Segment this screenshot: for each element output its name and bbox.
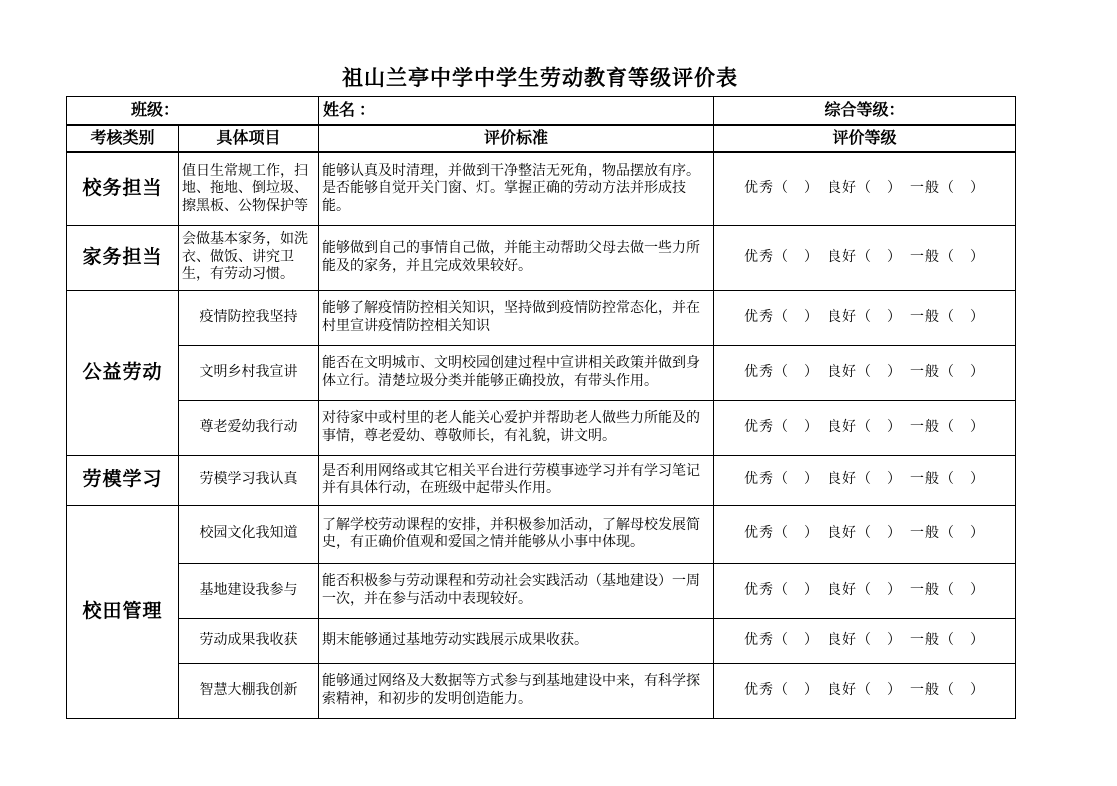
grade-options-cell[interactable]: 优秀（ ） 良好（ ） 一般（ ） — [714, 225, 1016, 290]
item-cell: 会做基本家务，如洗衣、做饭、讲究卫生，有劳动习惯。 — [179, 225, 319, 290]
document-title: 祖山兰亭中学中学生劳动教育等级评价表 — [342, 66, 738, 90]
info-row — [67, 97, 1016, 126]
table-row — [67, 455, 1016, 505]
column-header-row — [67, 125, 1016, 152]
grade-options-cell[interactable]: 优秀（ ） 良好（ ） 一般（ ） — [714, 345, 1016, 400]
criteria-cell: 能够做到自己的事情自己做，并能主动帮助父母去做一些力所能及的家务，并且完成效果较好。 — [319, 225, 714, 290]
table-row — [67, 618, 1016, 663]
criteria-cell: 对待家中或村里的老人能关心爱护并帮助老人做些力所能及的事情，尊老爱幼、尊敬师长，有礼貌，讲文明。 — [319, 400, 714, 455]
col-header-criteria: 评价标准 — [319, 125, 714, 152]
criteria-cell: 能够了解疫情防控相关知识，坚持做到疫情防控常态化，并在村里宣讲疫情防控相关知识 — [319, 290, 714, 345]
item-cell: 劳模学习我认真 — [179, 455, 319, 505]
criteria-cell: 能够通过网络及大数据等方式参与到基地建设中来，有科学探索精神，和初步的发明创造能力。 — [319, 663, 714, 718]
overall-grade-field[interactable]: 综合等级： — [714, 97, 1016, 126]
table-row — [67, 290, 1016, 345]
table-row — [67, 400, 1016, 455]
grade-options-cell[interactable]: 优秀（ ） 良好（ ） 一般（ ） — [714, 663, 1016, 718]
grade-options-cell[interactable]: 优秀（ ） 良好（ ） 一般（ ） — [714, 290, 1016, 345]
item-cell: 基地建设我参与 — [179, 563, 319, 618]
grade-options-cell[interactable]: 优秀（ ） 良好（ ） 一般（ ） — [714, 152, 1016, 225]
item-cell: 劳动成果我收获 — [179, 618, 319, 663]
item-cell: 校园文化我知道 — [179, 505, 319, 563]
evaluation-table — [66, 96, 1016, 719]
table-row — [67, 663, 1016, 718]
grade-options-cell[interactable]: 优秀（ ） 良好（ ） 一般（ ） — [714, 618, 1016, 663]
criteria-cell: 能够认真及时清理，并做到干净整洁无死角，物品摆放有序。是否能够自觉开关门窗、灯。掌握正确的劳动方法并形成技能。 — [319, 152, 714, 225]
item-cell: 疫情防控我坚持 — [179, 290, 319, 345]
grade-options-cell[interactable]: 优秀（ ） 良好（ ） 一般（ ） — [714, 563, 1016, 618]
table-row — [67, 225, 1016, 290]
col-header-item: 具体项目 — [179, 125, 319, 152]
item-cell: 尊老爱幼我行动 — [179, 400, 319, 455]
category-cell: 家务担当 — [67, 225, 179, 290]
item-cell: 值日生常规工作，扫地、拖地、倒垃圾、擦黑板、公物保护等 — [179, 152, 319, 225]
criteria-cell: 了解学校劳动课程的安排，并积极参加活动，了解母校发展简史，有正确价值观和爱国之情并能够从小事中体现。 — [319, 505, 714, 563]
grade-options-cell[interactable]: 优秀（ ） 良好（ ） 一般（ ） — [714, 505, 1016, 563]
col-header-grade: 评价等级 — [714, 125, 1016, 152]
name-field[interactable]: 姓名 ： — [319, 97, 714, 126]
item-cell: 文明乡村我宣讲 — [179, 345, 319, 400]
criteria-cell: 能否在文明城市、文明校园创建过程中宣讲相关政策并做到身体立行。清楚垃圾分类并能够正确投放，有带头作用。 — [319, 345, 714, 400]
grade-options-cell[interactable]: 优秀（ ） 良好（ ） 一般（ ） — [714, 400, 1016, 455]
category-cell: 校田管理 — [67, 505, 179, 718]
category-cell: 校务担当 — [67, 152, 179, 225]
table-row — [67, 152, 1016, 225]
criteria-cell: 能否积极参与劳动课程和劳动社会实践活动（基地建设）一周一次，并在参与活动中表现较好。 — [319, 563, 714, 618]
grade-options-cell[interactable]: 优秀（ ） 良好（ ） 一般（ ） — [714, 455, 1016, 505]
col-header-category: 考核类别 — [67, 125, 179, 152]
criteria-cell: 期末能够通过基地劳动实践展示成果收获。 — [319, 618, 714, 663]
criteria-cell: 是否利用网络或其它相关平台进行劳模事迹学习并有学习笔记并有具体行动，在班级中起带头作用。 — [319, 455, 714, 505]
category-cell: 劳模学习 — [67, 455, 179, 505]
table-row — [67, 505, 1016, 563]
table-row — [67, 563, 1016, 618]
table-row — [67, 345, 1016, 400]
class-field[interactable]: 班级： — [67, 97, 319, 126]
category-cell: 公益劳动 — [67, 290, 179, 455]
item-cell: 智慧大棚我创新 — [179, 663, 319, 718]
